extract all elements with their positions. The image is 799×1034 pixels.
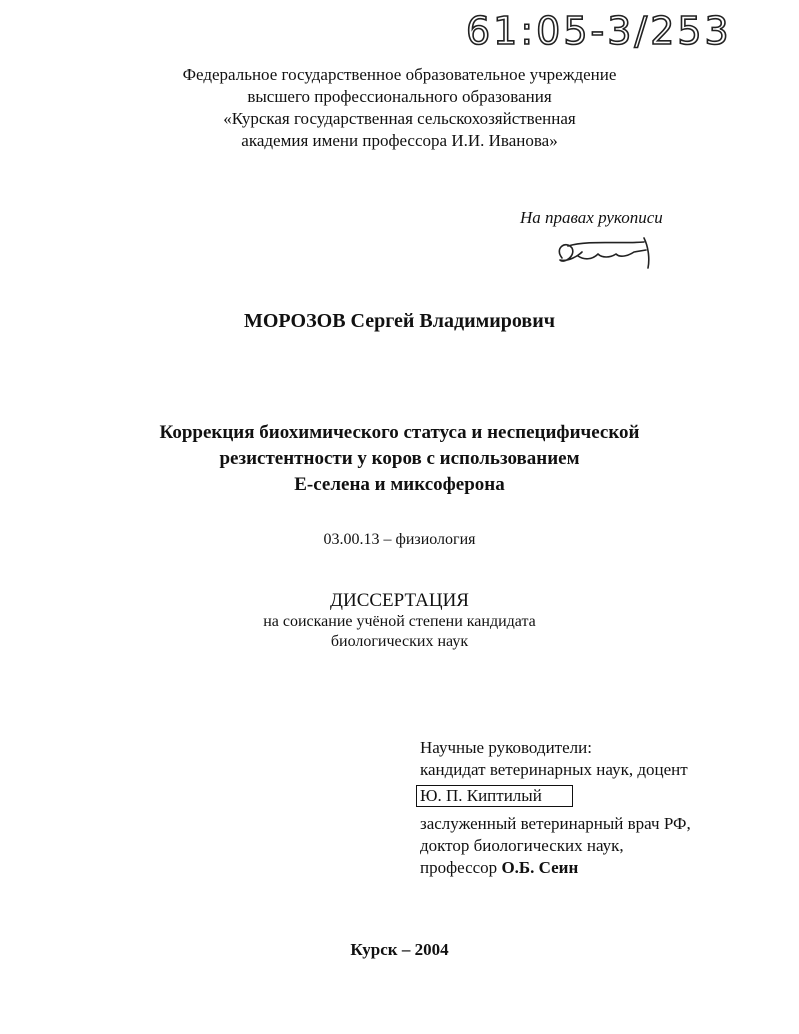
supervisor-2-title-line-1: заслуженный ветеринарный врач РФ, <box>420 814 691 833</box>
signature <box>548 234 658 274</box>
degree-block <box>0 612 799 652</box>
document-type: ДИССЕРТАЦИЯ <box>330 590 469 611</box>
supervisor-1-title: кандидат ветеринарных наук, доцент <box>420 760 688 779</box>
institution-line-2: высшего профессионального образования <box>247 87 552 106</box>
institution-line-3: «Курская государственная сельскохозяйственная <box>223 109 576 128</box>
title-line-1: Коррекция биохимического статуса и неспецифической <box>159 422 640 443</box>
supervisor-2-name: О.Б. Сеин <box>501 858 579 877</box>
supervisor-1-name: Ю. П. Киптилый <box>416 785 573 807</box>
degree-line-2: биологических наук <box>330 633 469 650</box>
institution-block <box>0 64 799 152</box>
handwritten-archive-number <box>458 4 758 52</box>
dissertation-title <box>0 420 799 498</box>
supervisor-2-line <box>420 857 780 879</box>
institution-line-1: Федеральное государственное образовательное учреждение <box>182 65 617 84</box>
author-name: МОРОЗОВ Сергей Владимирович <box>243 310 556 332</box>
supervisor-2-title-line-2: доктор биологических наук, <box>420 836 624 855</box>
title-line-3: Е-селена и миксоферона <box>294 474 505 495</box>
manuscript-note: На правах рукописи <box>520 208 663 227</box>
institution-line-4: академия имени профессора И.И. Иванова» <box>241 131 558 150</box>
supervisors-heading: Научные руководители: <box>420 738 592 757</box>
degree-line-1: на соискание учёной степени кандидата <box>263 613 536 630</box>
city-year: Курск – 2004 <box>350 940 449 959</box>
supervisor-2-prefix: профессор <box>420 858 502 877</box>
archive-number-text: 61:05-3/253 <box>466 9 732 52</box>
title-line-2: резистентности у коров с использованием <box>219 448 580 469</box>
specialty-code: 03.00.13 – физиология <box>323 531 476 548</box>
supervisors-block <box>420 737 780 879</box>
